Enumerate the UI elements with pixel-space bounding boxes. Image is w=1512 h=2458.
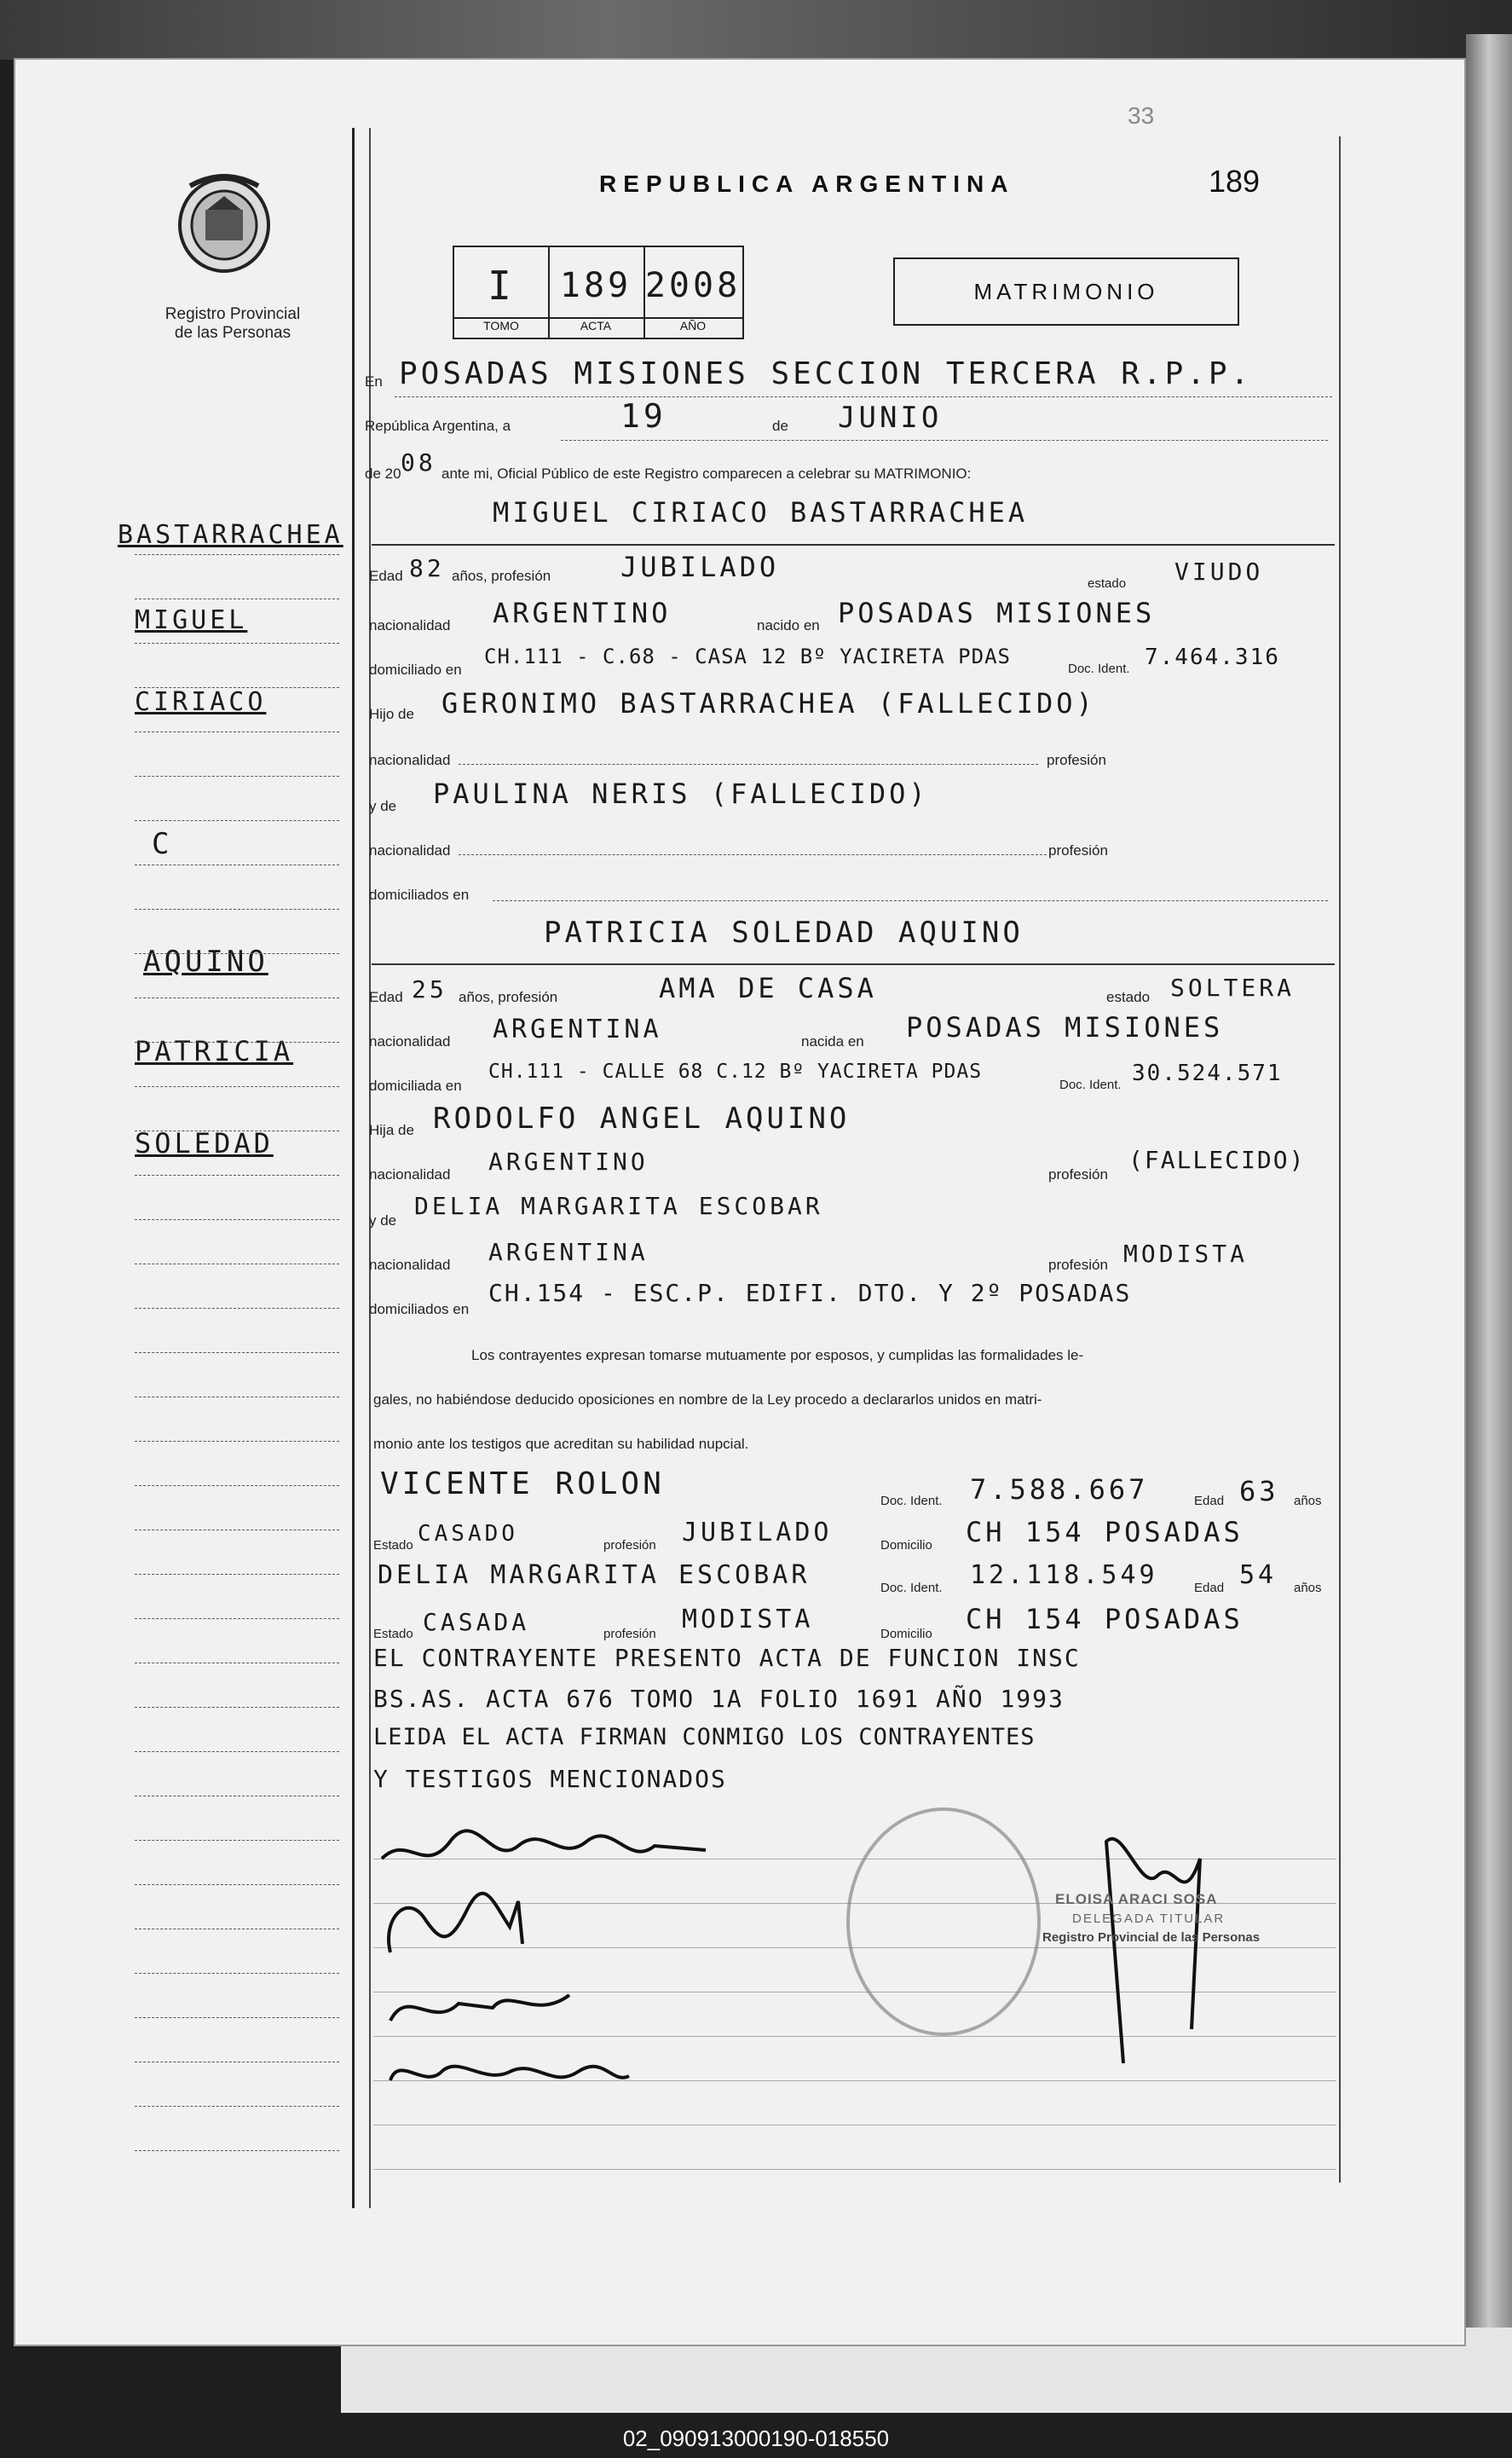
bride-padre: RODOLFO ANGEL AQUINO <box>433 1102 851 1136</box>
registry-line-2: de las Personas <box>174 324 291 342</box>
margin-rule-line <box>135 687 339 688</box>
margin-rule-line <box>135 1485 339 1486</box>
margin-rule-line <box>135 1175 339 1176</box>
groom-yde-label: y de <box>369 798 397 814</box>
year-suffix: 08 <box>401 448 436 477</box>
registry-line-1: Registro Provincial <box>164 305 301 323</box>
witness2-doc-label: Doc. Ident. <box>880 1581 943 1595</box>
margin-rule-line <box>135 1574 339 1575</box>
declaration-line-1: Los contrayentes expresan tomarse mutuamente por esposos, y cumplidas las formalidades le- <box>471 1347 1084 1363</box>
witness2-anos-label: años <box>1294 1581 1322 1595</box>
groom-nacionalidad: ARGENTINO <box>493 597 672 629</box>
witness1-name: VICENTE ROLON <box>380 1466 665 1501</box>
signature-bride <box>373 1884 544 1965</box>
groom-madre: PAULINA NERIS (FALLECIDO) <box>433 778 929 810</box>
official-name: ELOISA ARACI SOSA <box>1055 1891 1218 1907</box>
margin-rule-line <box>135 1884 339 1885</box>
place-value: POSADAS MISIONES SECCION TERCERA R.P.P. <box>399 356 1253 391</box>
witness1-estado-label: Estado <box>373 1538 413 1553</box>
note-line-3: LEIDA EL ACTA FIRMAN CONMIGO LOS CONTRAYENTES <box>373 1724 1036 1750</box>
margin-rule-line <box>135 820 339 821</box>
bride-yde-label: y de <box>369 1212 397 1229</box>
groom-prof2-label: profesión <box>1047 752 1106 768</box>
official-office: Registro Provincial de las Personas <box>1042 1930 1261 1945</box>
bride-profesion: AMA DE CASA <box>659 972 877 1004</box>
witness1-domicilio: CH 154 POSADAS <box>966 1516 1244 1548</box>
body-rule-line <box>373 2169 1336 2170</box>
groom-padre: GERONIMO BASTARRACHEA (FALLECIDO) <box>441 687 1096 720</box>
bride-nac-label: nacionalidad <box>369 1033 451 1050</box>
bride-madre: DELIA MARGARITA ESCOBAR <box>414 1192 823 1220</box>
ante-text: ante mi, Oficial Público de este Registro comparecen a celebrar su MATRIMONIO: <box>441 466 972 482</box>
margin-rule-line <box>135 643 339 644</box>
groom-nac2-label: nacionalidad <box>369 752 451 768</box>
witness1-profesion: JUBILADO <box>682 1518 833 1547</box>
margin-bride-name2: SOLEDAD <box>135 1127 274 1160</box>
witness2-name: DELIA MARGARITA ESCOBAR <box>378 1560 811 1590</box>
provincial-seal-logo <box>173 171 275 273</box>
bride-prof2-label: profesión <box>1048 1166 1108 1183</box>
witness2-edad: 54 <box>1239 1560 1278 1590</box>
country-title: REPUBLICA ARGENTINA <box>599 171 1015 197</box>
groom-doc-label: Doc. Ident. <box>1068 662 1130 676</box>
bride-prof-label: años, profesión <box>459 989 558 1005</box>
witness2-prof-label: profesión <box>603 1627 656 1641</box>
anio-label: AÑO <box>679 319 707 333</box>
witness2-profesion: MODISTA <box>682 1605 814 1634</box>
margin-rule-line <box>135 1086 339 1087</box>
signature-groom <box>373 1816 714 1888</box>
bride-dom-label: domiciliada en <box>369 1078 462 1094</box>
acta-value: 189 <box>559 266 632 305</box>
bride-estado-label: estado <box>1106 989 1151 1005</box>
witness2-estado-label: Estado <box>373 1627 413 1641</box>
tomo-value: I <box>488 263 515 309</box>
note-line-1: EL CONTRAYENTE PRESENTO ACTA DE FUNCION INSC <box>373 1644 1081 1672</box>
groom-nac-label: nacionalidad <box>369 617 451 633</box>
book-binding <box>1466 34 1512 2353</box>
margin-divider <box>352 128 355 2208</box>
margin-groom-name2: CIRIACO <box>135 687 267 717</box>
groom-prof-label: años, profesión <box>452 568 551 584</box>
month-value: JUNIO <box>838 401 943 435</box>
bride-doc: 30.524.571 <box>1132 1061 1283 1086</box>
bride-estado: SOLTERA <box>1170 974 1296 1002</box>
witness1-doc: 7.588.667 <box>970 1473 1149 1506</box>
signature-witness-2 <box>373 2038 646 2110</box>
margin-rule-line <box>135 1707 339 1708</box>
bride-doc-label: Doc. Ident. <box>1059 1078 1122 1092</box>
register-page <box>15 60 1464 2345</box>
groom-name: MIGUEL CIRIACO BASTARRACHEA <box>493 496 1029 529</box>
declaration-line-2: gales, no habiéndose deducido oposiciones en nombre de la Ley procedo a declararlos unidos en matri- <box>373 1391 1042 1408</box>
groom-domicilio: CH.111 - C.68 - CASA 12 Bº YACIRETA PDAS <box>484 645 1011 668</box>
margin-rule-line <box>135 1840 339 1841</box>
witness1-prof-label: profesión <box>603 1538 656 1553</box>
groom-doms-label: domiciliados en <box>369 887 470 903</box>
acta-label: ACTA <box>580 319 612 333</box>
bride-nac2: ARGENTINO <box>488 1148 649 1176</box>
witness2-doc: 12.118.549 <box>970 1560 1158 1590</box>
record-id-box <box>453 246 744 339</box>
margin-rule-line <box>135 953 339 954</box>
margin-rule-line <box>135 2106 339 2107</box>
background-surface <box>0 0 1512 60</box>
groom-edad-label: Edad <box>369 568 403 584</box>
margin-rule-line <box>135 1352 339 1353</box>
bride-nacionalidad: ARGENTINA <box>493 1015 662 1044</box>
form-type-box: MATRIMONIO <box>893 257 1239 326</box>
groom-profesion: JUBILADO <box>620 551 780 583</box>
witness1-dom-label: Domicilio <box>880 1538 932 1553</box>
republica-label: República Argentina, a <box>365 418 511 434</box>
de20-label: de 20 <box>365 466 401 482</box>
witness1-doc-label: Doc. Ident. <box>880 1494 943 1508</box>
tomo-label: TOMO <box>483 319 519 333</box>
witness2-domicilio: CH 154 POSADAS <box>966 1603 1244 1635</box>
en-label: En <box>365 373 383 390</box>
margin-bride-surname: AQUINO <box>143 945 268 979</box>
bride-prof2: (FALLECIDO) <box>1128 1146 1306 1174</box>
bride-nac3: ARGENTINA <box>488 1238 649 1266</box>
note-line-4: Y TESTIGOS MENCIONADOS <box>373 1765 727 1793</box>
margin-rule-line <box>135 1441 339 1442</box>
margin-c: C <box>152 827 173 861</box>
groom-nacido-en: POSADAS MISIONES <box>838 597 1156 629</box>
margin-rule-line <box>135 776 339 777</box>
bride-nacida-label: nacida en <box>801 1033 864 1050</box>
official-stamp <box>846 1807 1041 2036</box>
witness2-edad-label: Edad <box>1194 1581 1225 1595</box>
margin-groom-surname: BASTARRACHEA <box>118 520 343 550</box>
bride-hija-label: Hija de <box>369 1122 414 1138</box>
official-title: DELEGADA TITULAR <box>1072 1911 1226 1926</box>
bride-name: PATRICIA SOLEDAD AQUINO <box>544 916 1024 950</box>
signature-witness-1 <box>373 1969 595 2042</box>
witness1-estado: CASADO <box>418 1521 518 1547</box>
groom-nac3-label: nacionalidad <box>369 842 451 859</box>
image-caption: 02_090913000190-018550 <box>622 2426 890 2451</box>
witness1-edad-label: Edad <box>1194 1494 1225 1508</box>
groom-edad: 82 <box>409 554 445 582</box>
witness2-dom-label: Domicilio <box>880 1627 932 1641</box>
note-line-2: BS.AS. ACTA 676 TOMO 1A FOLIO 1691 AÑO 1993 <box>373 1685 1065 1713</box>
witness1-edad: 63 <box>1239 1475 1279 1507</box>
groom-estado-label: estado <box>1088 576 1127 591</box>
bride-domicilio: CH.111 - CALLE 68 C.12 Bº YACIRETA PDAS <box>488 1061 983 1083</box>
witness1-anos-label: años <box>1294 1494 1322 1508</box>
margin-groom-name1: MIGUEL <box>135 605 248 635</box>
margin-rule-line <box>135 2150 339 2151</box>
bride-edad-label: Edad <box>369 989 403 1005</box>
bride-edad: 25 <box>412 975 447 1003</box>
de-label: de <box>772 418 788 434</box>
bride-prof3-label: profesión <box>1048 1257 1108 1273</box>
bride-nac3-label: nacionalidad <box>369 1257 451 1273</box>
day-value: 19 <box>620 397 667 435</box>
bride-nacida-en: POSADAS MISIONES <box>906 1011 1224 1044</box>
margin-rule-line <box>135 909 339 910</box>
groom-prof3-label: profesión <box>1048 842 1108 859</box>
groom-dom-label: domiciliado en <box>369 662 462 678</box>
margin-rule-line <box>135 1308 339 1309</box>
right-rule <box>1339 136 1341 2183</box>
groom-doc: 7.464.316 <box>1145 645 1280 670</box>
margin-bride-name1: PATRICIA <box>135 1035 294 1067</box>
margin-rule-line <box>135 1042 339 1043</box>
groom-nacido-label: nacido en <box>757 617 820 633</box>
margin-rule-line <box>135 1618 339 1619</box>
declaration-line-3: monio ante los testigos que acreditan su habilidad nupcial. <box>373 1436 749 1452</box>
bride-doms-label: domiciliados en <box>369 1301 470 1317</box>
margin-rule-line <box>135 1973 339 1974</box>
bride-prof3: MODISTA <box>1123 1240 1249 1268</box>
bride-domicilios: CH.154 - ESC.P. EDIFI. DTO. Y 2º POSADAS <box>488 1279 1132 1307</box>
bride-nac2-label: nacionalidad <box>369 1166 451 1183</box>
margin-rule-line <box>135 1751 339 1752</box>
margin-rule-line <box>135 1219 339 1220</box>
page-number: 189 <box>1209 164 1261 199</box>
margin-rule-line <box>135 554 339 555</box>
page-stamp: 33 <box>1128 102 1155 129</box>
groom-hijo-label: Hijo de <box>369 706 414 722</box>
signature-official <box>1072 1807 1243 2085</box>
witness2-estado: CASADA <box>423 1608 530 1636</box>
groom-estado: VIUDO <box>1174 558 1264 586</box>
anio-value: 2008 <box>644 266 742 305</box>
margin-rule-line <box>135 2017 339 2018</box>
